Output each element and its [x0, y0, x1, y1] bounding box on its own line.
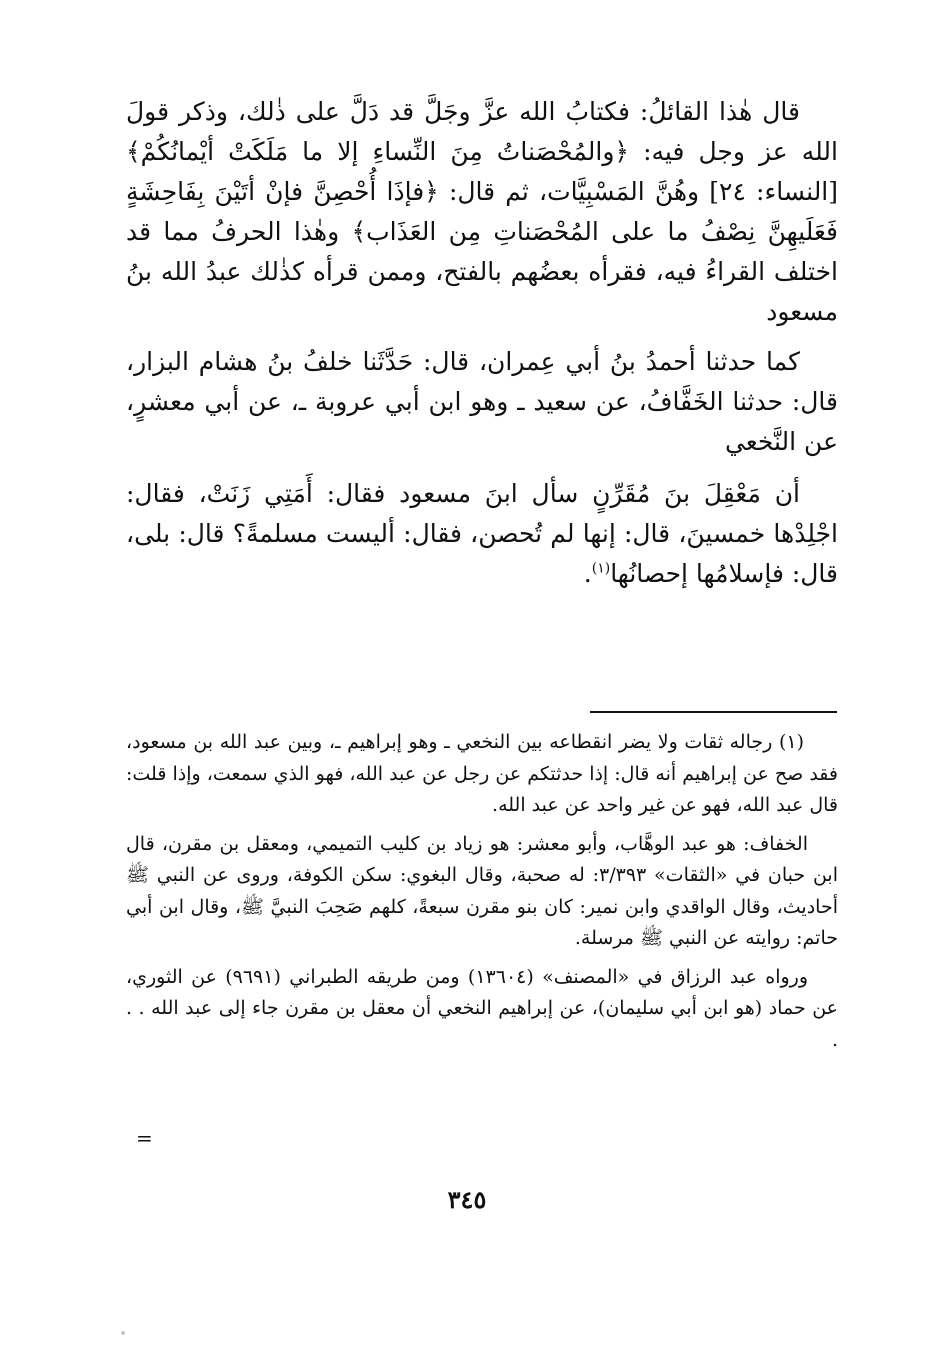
continuation-marker: =	[136, 1126, 153, 1150]
footnote-1: (١) رجاله ثقات ولا يضر انقطاعه بين النخعي ـ وهو إبراهيم ـ، وبين عبد الله بن مسعود، فقد صح عن إبراهيم أنه قال: إذا حدثتكم عن رجل عن عبد الله، فهو الذي سمعت، وإذا قلت: قال عبد الله، فهو عن غير واحد عن عبد الله.	[126, 731, 838, 816]
paragraph-3-text: أن مَعْقِلَ بنَ مُقَرِّنٍ سأل ابنَ مسعود فقال: أَمَتِي زَنَتْ، فقال: اجْلِدْها خمسينَ، قال: إنها لم تُحصن، فقال: أليست مسلمةً؟ قال: بلى، قال: فإسلامُها إحصانُها	[126, 479, 838, 588]
paragraph-3	[126, 474, 838, 594]
footnotes	[126, 727, 838, 1063]
footnote-divider	[590, 711, 837, 713]
paragraph-3-end: .	[583, 559, 592, 588]
paragraph-1: قال هٰذا القائلُ: فكتابُ الله عزَّ وجَلَّ قد دَلَّ على ذٰلك، وذكر قولَ الله عز وجل فيه: ﴿والمُحْصَناتُ مِنَ النِّساءِ إلا ما مَلَكَتْ أيْمانُكُمْ﴾ [النساء: ٢٤] وهُنَّ المَسْبِيَّات، ثم قال: ﴿فإذَا أُحْصِنَّ فإنْ أتَيْنَ بِفَاحِشَةٍ فَعَلَيهِنَّ نِصْفُ ما على المُحْصَناتِ مِن العَذَاب﴾ وهٰذا الحرفُ مما قد اختلف القراءُ فيه، فقرأه بعضُهم بالفتح، وممن قرأه كذٰلك عبدُ الله بنُ مسعود	[126, 97, 839, 326]
footnote-3: ورواه عبد الرزاق في «المصنف» (١٣٦٠٤) ومن طريقه الطبراني (٩٦٩١) عن الثوري، عن حماد (هو ابن أبي سليمان)، عن إبراهيم النخعي أن معقل بن مقرن جاء إلى عبد الله . . .	[126, 965, 838, 1051]
page-number: ٣٤٥	[447, 1185, 487, 1214]
footnote-2: الخفاف: هو عبد الوهَّاب، وأبو معشر: هو زياد بن كليب التميمي، ومعقل بن مقرن، قال ابن حبان في «الثقات» ٣/٣٩٣: له صحبة، وقال البغوي: سكن الكوفة، وروى عن النبي ﷺ أحاديث، وقال الواقدي وابن نمير: كان بنو مقرن سبعةً، كلهم صَحِبَ النبيَّ ﷺ، وقال ابن أبي حاتم: روايته عن النبي ﷺ مرسلة.	[126, 832, 838, 949]
paragraph-2: كما حدثنا أحمدُ بنُ أبي عِمران، قال: حَدَّثَنا خلفُ بنُ هشام البزار، قال: حدثنا الخَفَّافُ، عن سعيد ـ وهو ابن أبي عروبة ـ، عن أبي معشرٍ، عن النَّخعي	[126, 347, 838, 456]
footnote-reference: (١)	[591, 560, 611, 577]
main-text	[126, 92, 838, 606]
scan-dot	[121, 1331, 125, 1335]
